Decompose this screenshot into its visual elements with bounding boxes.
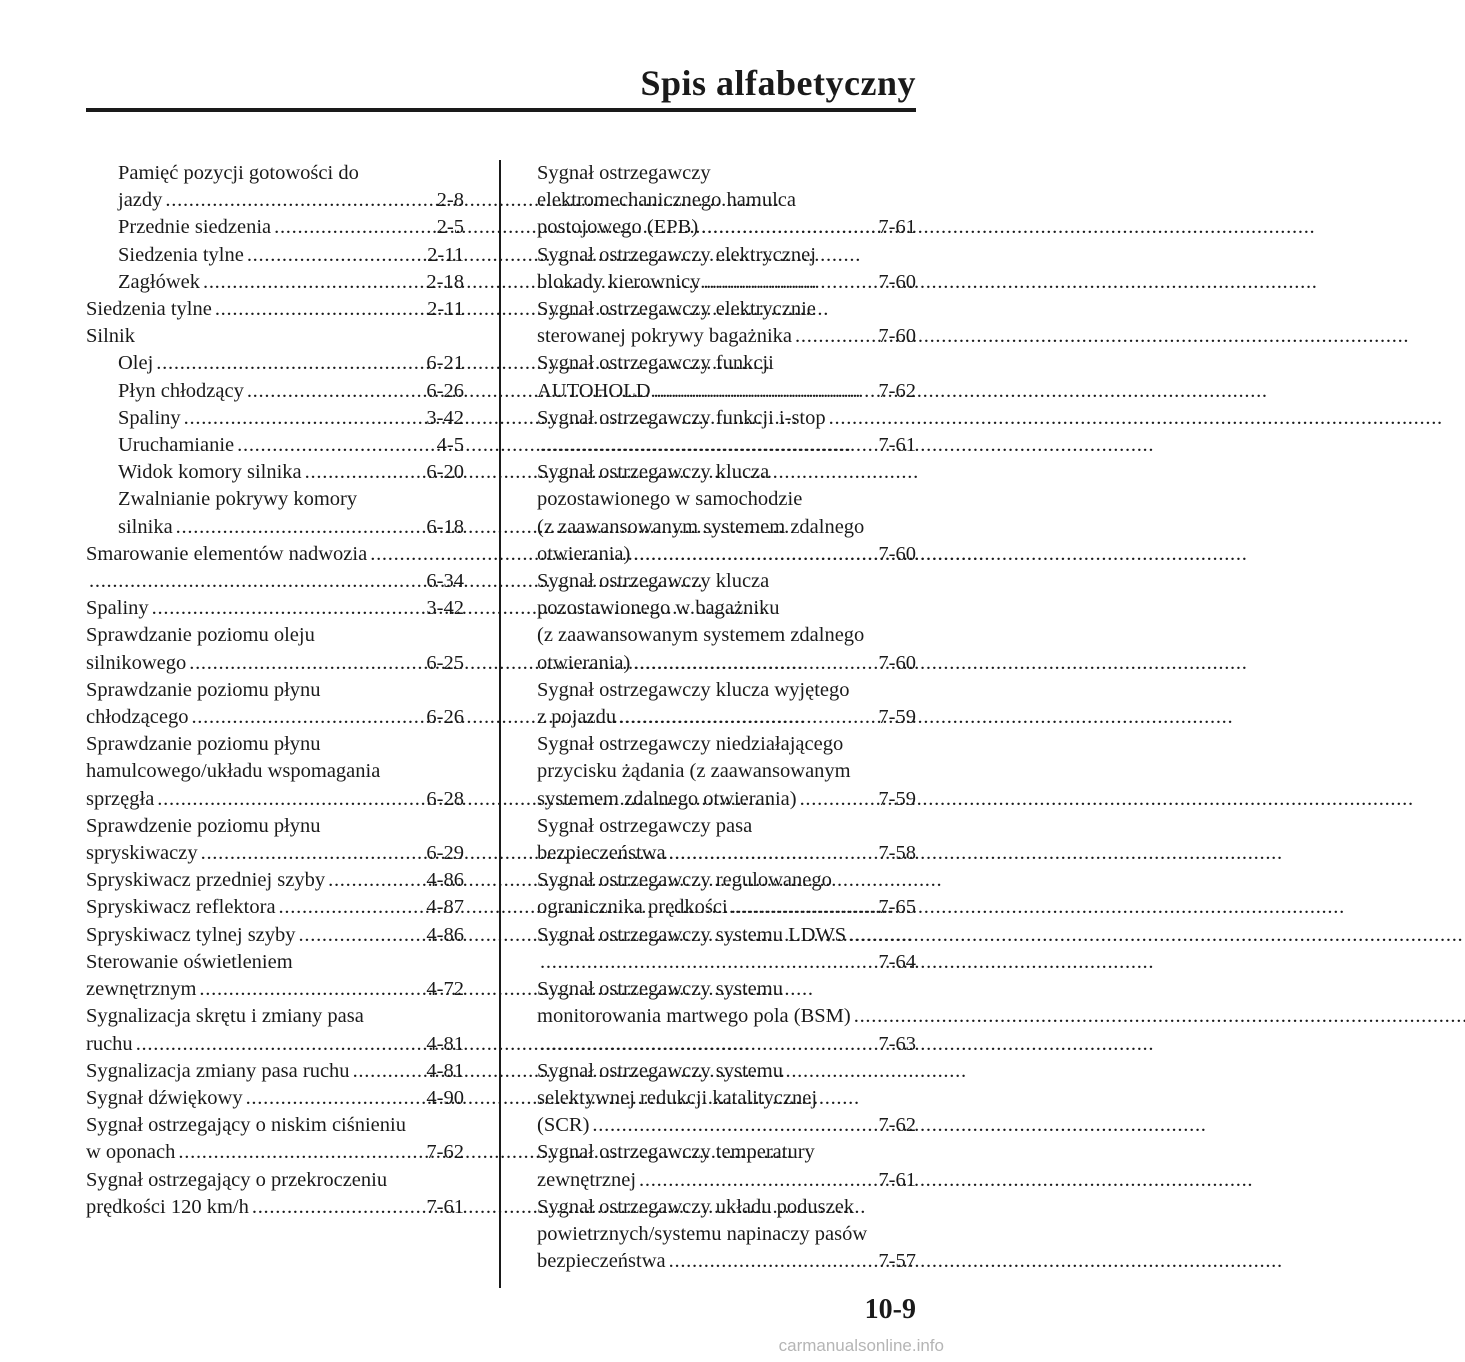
entry-text: Sygnał ostrzegawczy funkcji i-stop [537, 406, 826, 429]
dot-leader [630, 541, 876, 568]
dot-leader [181, 405, 425, 432]
page-ref: 7-63 [878, 1032, 916, 1055]
entry-text: Sygnał ostrzegawczy funkcji [537, 352, 774, 375]
index-entry-line [537, 595, 916, 622]
page-ref: 4-86 [426, 869, 464, 892]
dot-leader [797, 786, 877, 813]
index-entry-line [118, 242, 464, 269]
index-entry-line [86, 296, 464, 323]
index-entry-line [537, 650, 916, 677]
index-entry [86, 1058, 464, 1085]
index-entry-line [118, 514, 464, 541]
index-entry [537, 1194, 916, 1276]
page-title: Spis alfabetyczny [640, 63, 916, 103]
index-entry-line [118, 269, 464, 296]
dot-leader [792, 323, 876, 350]
index-entry [86, 432, 464, 459]
entry-text: Sygnał ostrzegający o przekroczeniu [86, 1168, 388, 1191]
index-entry-line [118, 214, 464, 241]
page-ref: 6-26 [426, 706, 464, 729]
dot-leader [666, 840, 877, 867]
entry-text: elektromechanicznego hamulca [537, 189, 796, 212]
index-entry-line [537, 323, 916, 350]
index-entry [86, 949, 464, 1003]
page-ref: 4-5 [436, 434, 464, 457]
entry-text: (z zaawansowanym systemem zdalnego [537, 515, 865, 538]
page-ref: 7-62 [878, 379, 916, 402]
entry-text: Spaliny [118, 406, 181, 429]
entry-text: Sprawdzanie poziomu płynu [86, 678, 321, 701]
index-entry-line [537, 541, 916, 568]
index-entry-line [537, 378, 916, 405]
page-ref: 6-25 [426, 651, 464, 674]
entry-text: Sygnalizacja zmiany pasa ruchu [86, 1059, 350, 1082]
index-entry-line [537, 514, 916, 541]
index-entry-line [537, 1031, 916, 1058]
index-entry-line [86, 1031, 464, 1058]
index-entry-line [118, 187, 464, 214]
page-ref: 7-61 [878, 434, 916, 457]
index-entry-line [537, 813, 916, 840]
dot-leader [698, 214, 876, 241]
dot-leader [350, 1058, 425, 1085]
index-entry-line [86, 704, 464, 731]
index-entry [537, 731, 916, 813]
index-entry [537, 350, 916, 404]
page-ref: 4-87 [426, 896, 464, 919]
dot-leader [188, 704, 424, 731]
index-entry-line [86, 867, 464, 894]
dot-leader [162, 187, 434, 214]
index-entry-line [118, 405, 464, 432]
entry-text: Sygnał ostrzegawczy [537, 162, 711, 184]
entry-text: chłodzącego [86, 706, 189, 729]
index-entry [86, 459, 464, 486]
dot-leader [846, 922, 914, 949]
index-entry-line [118, 350, 464, 377]
dot-leader [244, 242, 425, 269]
dot-leader [133, 1031, 425, 1058]
page-ref: 7-59 [878, 787, 916, 810]
page-ref: 7-64 [878, 950, 916, 973]
index-entry-line [537, 1167, 916, 1194]
entry-text: postojowego (EPB) [537, 216, 699, 239]
entry-text: Sprawdzanie poziomu oleju [86, 624, 315, 647]
index-entry-line [537, 1221, 916, 1248]
index-entry-line [537, 1003, 916, 1030]
dot-leader [589, 1112, 876, 1139]
dot-leader [153, 350, 424, 377]
entry-text: (SCR) [537, 1114, 590, 1137]
page-ref: 2-18 [426, 270, 464, 293]
entry-text: ogranicznika prędkości [537, 896, 728, 919]
index-entry-line [537, 922, 916, 949]
index-entry [86, 1085, 464, 1112]
entry-text: spryskiwaczy [86, 842, 198, 865]
index-entry [537, 976, 916, 1058]
page-ref: 6-20 [426, 461, 464, 484]
entry-text: ruchu [86, 1032, 133, 1055]
page-ref: 4-81 [426, 1032, 464, 1055]
index-entry-line [86, 1167, 464, 1194]
dot-leader [234, 432, 435, 459]
entry-text: pozostawionego w bagażniku [537, 597, 780, 620]
dot-leader [700, 269, 876, 296]
index-entry [86, 160, 464, 214]
page-ref: 7-60 [878, 270, 916, 293]
dot-leader [728, 894, 877, 921]
index-entry [86, 405, 464, 432]
dot-leader [249, 1194, 425, 1221]
entry-text: Zagłówek [118, 270, 200, 293]
index-entry-line [86, 1058, 464, 1085]
entry-text: jazdy [118, 189, 163, 212]
index-entry [537, 405, 916, 459]
index-entry-line [537, 677, 916, 704]
entry-text: bezpieczeństwa [537, 842, 666, 865]
index-entry-line [118, 432, 464, 459]
dot-leader [244, 378, 425, 405]
entry-text: Sygnał ostrzegawczy regulowanego [537, 869, 832, 892]
entry-text: silnika [118, 515, 173, 538]
entry-text: Sygnał ostrzegawczy systemu [537, 1059, 783, 1082]
entry-text: Sygnał ostrzegawczy pasa [537, 814, 753, 837]
index-entry-line [537, 704, 916, 731]
entry-text: Spryskiwacz reflektora [86, 896, 276, 919]
index-entry-line [86, 758, 464, 785]
page-ref: 6-18 [426, 515, 464, 538]
page-ref: 7-60 [878, 542, 916, 565]
index-entry-line [86, 976, 464, 1003]
dot-leader [86, 568, 424, 595]
dot-leader [149, 595, 425, 622]
index-entry-line [86, 1139, 464, 1166]
entry-text: sterowanej pokrywy bagażnika [537, 325, 793, 348]
dot-leader [276, 894, 425, 921]
entry-text: Sygnał ostrzegawczy klucza [537, 461, 770, 484]
index-entry-line [537, 622, 916, 649]
dot-leader [196, 976, 424, 1003]
entry-text: Sygnał ostrzegawczy niedziałającego [537, 733, 844, 756]
index-entry-line [537, 840, 916, 867]
dot-leader [537, 949, 876, 976]
page-ref: 2-11 [427, 298, 464, 321]
entry-text: Przednie siedzenia [118, 216, 272, 239]
entry-text: blokady kierownicy [537, 270, 701, 293]
index-entry-line [537, 160, 916, 187]
entry-text: Płyn chłodzący [118, 379, 244, 402]
index-entry-line [537, 1248, 916, 1275]
index-entry-line [118, 486, 464, 513]
index-entry [86, 677, 464, 731]
entry-text: systemem zdalnego otwierania) [537, 787, 797, 810]
index-entry [86, 378, 464, 405]
index-entry-line [118, 160, 464, 187]
index-entry-line [537, 1194, 916, 1221]
index-entry-line [537, 214, 916, 241]
dot-leader [243, 1085, 425, 1112]
dot-leader [826, 405, 914, 432]
index-entry [86, 1112, 464, 1166]
entry-text: zewnętrznej [537, 1168, 637, 1191]
index-entry-line [86, 813, 464, 840]
entry-text: Sygnał ostrzegawczy elektrycznej [537, 243, 816, 266]
page-number: 10-9 [864, 1294, 916, 1325]
entry-text: Spryskiwacz przedniej szyby [86, 869, 326, 892]
dot-leader [651, 378, 877, 405]
page-ref: 2-8 [436, 189, 464, 212]
index-entry [86, 1003, 464, 1057]
index-entry-line [86, 840, 464, 867]
index-entry-line [537, 269, 916, 296]
index-entry-line [86, 568, 464, 595]
index-entry [537, 867, 916, 921]
entry-text: z pojazdu [537, 706, 617, 729]
index-entry-line [86, 323, 464, 350]
index-entry [86, 242, 464, 269]
entry-text: silnikowego [86, 651, 187, 674]
index-entry [86, 323, 464, 350]
index-entry-line [537, 976, 916, 1003]
entry-text: przycisku żądania (z zaawansowanym [537, 760, 851, 783]
index-entry-line [537, 1112, 916, 1139]
dot-leader [851, 1003, 914, 1030]
watermark: carmanualsonline.info [778, 1336, 944, 1355]
index-entry [537, 813, 916, 867]
index-entry [86, 867, 464, 894]
index-entry [86, 214, 464, 241]
entry-text: prędkości 120 km/h [86, 1195, 249, 1218]
index-entry-line [537, 459, 916, 486]
index-entry [537, 459, 916, 568]
page-ref: 7-57 [878, 1250, 916, 1273]
index-entry [86, 922, 464, 949]
page-ref: 4-90 [426, 1086, 464, 1109]
page-ref: 7-62 [426, 1141, 464, 1164]
page-ref: 7-60 [878, 651, 916, 674]
page-ref: 7-61 [878, 1168, 916, 1191]
index-entry-line [86, 541, 464, 568]
page-ref: 2-11 [427, 243, 464, 266]
index-entry [537, 1139, 916, 1193]
entry-text: Spaliny [86, 597, 149, 620]
page-ref: 7-59 [878, 706, 916, 729]
dot-leader [636, 1167, 876, 1194]
index-entry-line [537, 350, 916, 377]
index-entry [537, 922, 916, 976]
dot-leader [271, 214, 435, 241]
dot-leader [296, 922, 425, 949]
entry-text: Sprawdzanie poziomu płynu [86, 733, 321, 756]
index-entry [86, 296, 464, 323]
entry-text: Sprawdzenie poziomu płynu [86, 814, 321, 837]
page-ref: 7-65 [878, 896, 916, 919]
index-entry [86, 1167, 464, 1221]
index-entry-line [537, 242, 916, 269]
page-ref: 4-72 [426, 978, 464, 1001]
entry-text: sprzęgła [86, 787, 155, 810]
index-entry-line [537, 568, 916, 595]
entry-text: Smarowanie elementów nadwozia [86, 542, 368, 565]
page-ref: 7-60 [878, 325, 916, 348]
entry-text: Sygnalizacja skrętu i zmiany pasa [86, 1005, 364, 1028]
index-entry [537, 677, 916, 731]
entry-text: Sygnał ostrzegawczy elektrycznie [537, 298, 816, 321]
entry-text: Sygnał dźwiękowy [86, 1086, 243, 1109]
column-divider [499, 160, 501, 1288]
index-entry-line [537, 296, 916, 323]
dot-leader [302, 459, 425, 486]
index-entry-line [86, 922, 464, 949]
entry-text: Siedzenia tylne [118, 243, 244, 266]
index-entry-line [537, 187, 916, 214]
index-entry-line [86, 1112, 464, 1139]
entry-text: AUTOHOLD [537, 379, 651, 402]
entry-text: Zwalnianie pokrywy komory [118, 488, 358, 511]
entry-text: Sygnał ostrzegawczy klucza [537, 570, 770, 593]
page-ref: 6-29 [426, 842, 464, 865]
index-entry-line [537, 405, 916, 432]
header-rule [86, 108, 916, 112]
index-entry-line [537, 1085, 916, 1112]
page-ref: 4-86 [426, 923, 464, 946]
index-entry-line [537, 432, 916, 459]
entry-text: bezpieczeństwa [537, 1250, 666, 1273]
page-ref: 7-61 [878, 216, 916, 239]
index-entry-line [537, 786, 916, 813]
index-entry-line [86, 677, 464, 704]
index-entry [86, 541, 464, 595]
dot-leader [186, 650, 424, 677]
dot-leader [212, 296, 425, 323]
page-ref: 2-5 [436, 216, 464, 239]
index-entry [86, 622, 464, 676]
index-entry [86, 894, 464, 921]
dot-leader [154, 786, 424, 813]
dot-leader [537, 432, 876, 459]
page-ref: 7-58 [878, 842, 916, 865]
dot-leader [630, 650, 876, 677]
entry-text: Silnik [86, 325, 135, 348]
entry-text: hamulcowego/układu wspomagania [86, 760, 381, 783]
index-entry [86, 813, 464, 867]
index-entry-line [537, 758, 916, 785]
entry-text: pozostawionego w samochodzie [537, 488, 803, 511]
page-ref: 6-26 [426, 379, 464, 402]
entry-text: w oponach [86, 1141, 176, 1164]
entry-text: Sygnał ostrzegający o niskim ciśnieniu [86, 1114, 406, 1137]
index-entry-line [537, 1058, 916, 1085]
entry-text: Olej [118, 352, 154, 375]
entry-text: Uruchamianie [118, 434, 235, 457]
index-entry-line [86, 1194, 464, 1221]
entry-text: Sygnał ostrzegawczy temperatury [537, 1141, 815, 1164]
entry-text: Sterowanie oświetleniem [86, 950, 293, 973]
entry-text: powietrznych/systemu napinaczy pasów [537, 1222, 868, 1245]
page-ref: 3-42 [426, 406, 464, 429]
entry-text: Widok komory silnika [118, 461, 302, 484]
index-entry-line [118, 378, 464, 405]
index-entry [86, 350, 464, 377]
entry-text: Sygnał ostrzegawczy systemu [537, 978, 783, 1001]
dot-leader [173, 514, 425, 541]
entry-text: monitorowania martwego pola (BSM) [537, 1005, 851, 1028]
page-ref: 6-21 [426, 352, 464, 375]
index-entry-line [86, 731, 464, 758]
page-ref: 4-81 [426, 1059, 464, 1082]
dot-leader [367, 541, 462, 568]
page-ref: 3-42 [426, 597, 464, 620]
index-entry-line [86, 1003, 464, 1030]
dot-leader [616, 704, 876, 731]
index-entry-line [86, 949, 464, 976]
page-ref: 7-62 [878, 1114, 916, 1137]
index-entry [86, 731, 464, 813]
dot-leader [325, 867, 424, 894]
index-entry-line [537, 867, 916, 894]
dot-leader [175, 1139, 424, 1166]
index-entry-line [86, 650, 464, 677]
index-entry-line [86, 1085, 464, 1112]
index-column-left [86, 160, 464, 1221]
index-entry-line [537, 894, 916, 921]
index-column-right [537, 160, 916, 1275]
entry-text: otwierania) [537, 542, 631, 565]
entry-text: Siedzenia tylne [86, 298, 212, 321]
page-ref: 6-28 [426, 787, 464, 810]
entry-text: Pamięć pozycji gotowości do [118, 162, 359, 184]
dot-leader [198, 840, 425, 867]
index-entry [86, 595, 464, 622]
index-entry [86, 486, 464, 540]
index-entry [537, 296, 916, 350]
entry-text: Sygnał ostrzegawczy systemu LDWS [537, 923, 847, 946]
index-entry-line [86, 894, 464, 921]
entry-text: Sygnał ostrzegawczy układu poduszek [537, 1195, 855, 1218]
page-ref: 7-61 [426, 1195, 464, 1218]
index-entry [537, 568, 916, 677]
index-entry [537, 242, 916, 296]
entry-text: (z zaawansowanym systemem zdalnego [537, 624, 865, 647]
entry-text: Spryskiwacz tylnej szyby [86, 923, 296, 946]
index-entry [86, 269, 464, 296]
index-entry-line [537, 1139, 916, 1166]
index-entry-line [86, 595, 464, 622]
index-entry [537, 160, 916, 242]
index-entry-line [86, 622, 464, 649]
index-entry-line [118, 459, 464, 486]
index-entry-line [537, 949, 916, 976]
index-entry-line [86, 786, 464, 813]
dot-leader [666, 1248, 877, 1275]
index-entry-line [537, 486, 916, 513]
dot-leader [537, 1031, 876, 1058]
index-entry [537, 1058, 916, 1140]
page-ref: 6-34 [426, 570, 464, 593]
entry-text: otwierania) [537, 651, 631, 674]
entry-text: Sygnał ostrzegawczy klucza wyjętego [537, 678, 850, 701]
index-entry-line [537, 731, 916, 758]
entry-text: selektywnej redukcji katalitycznej [537, 1086, 818, 1109]
entry-text: zewnętrznym [86, 978, 197, 1001]
dot-leader [200, 269, 424, 296]
